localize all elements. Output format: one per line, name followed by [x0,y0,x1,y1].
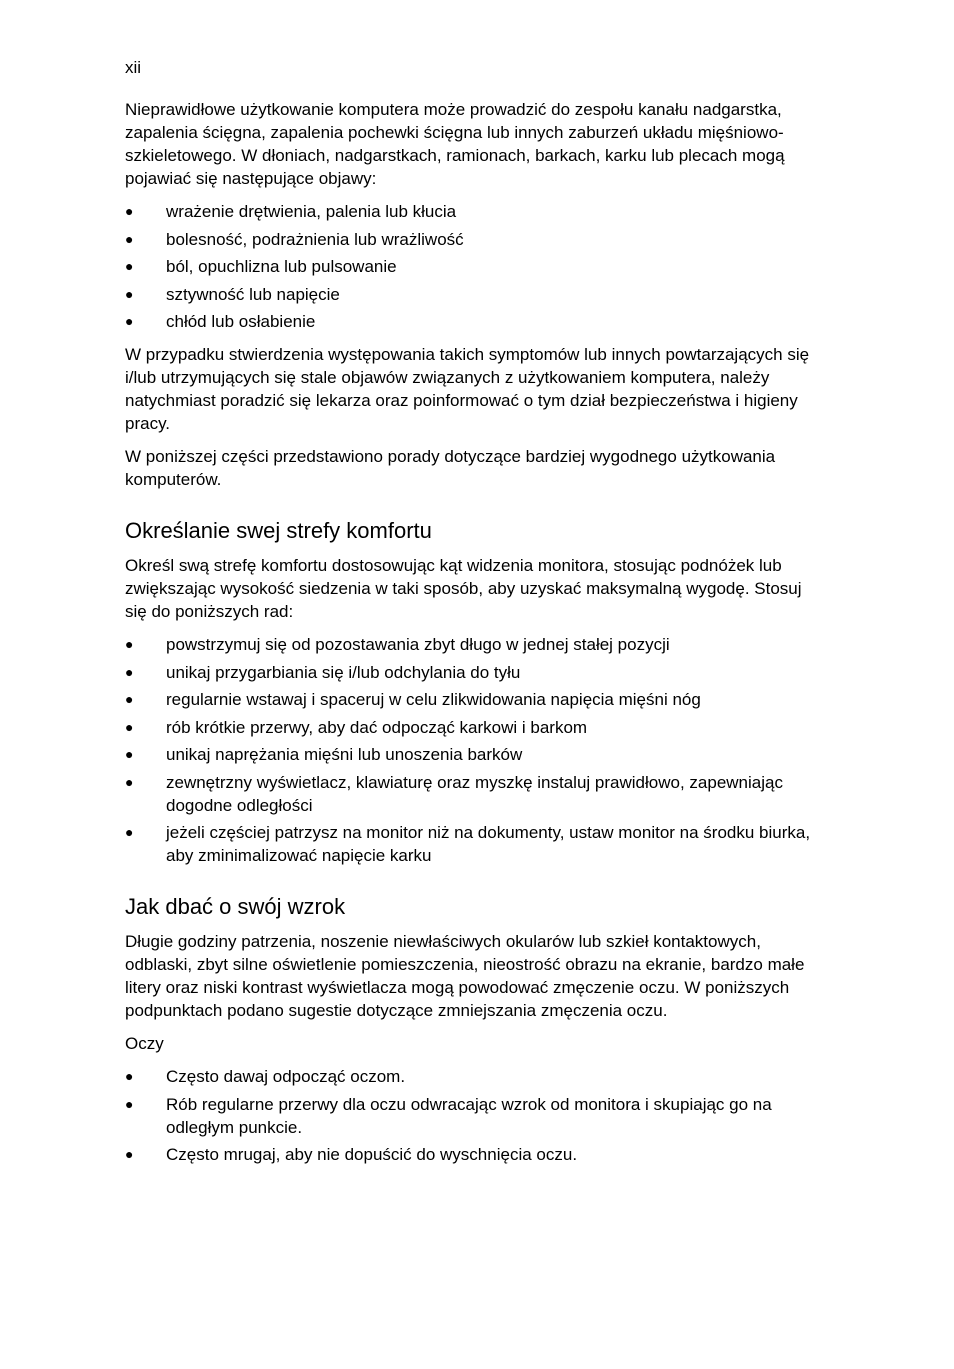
intro-paragraph-3: W poniższej części przedstawiono porady dotyczące bardziej wygodnego użytkowania komputerów. [125,447,776,489]
bullet-icon: ● [125,313,134,329]
list-item: ● unikaj naprężania mięśni lub unoszenia barków [125,745,523,764]
eyes-subheading: Oczy [125,1034,164,1053]
bullet-icon: ● [125,258,134,274]
bullet-icon: ● [125,1095,134,1112]
list-item: ● Często mrugaj, aby nie dopuścić do wyschnięcia oczu. [125,1145,578,1164]
comfort-zone-heading: Określanie swej strefy komfortu [125,518,432,543]
list-item: ● unikaj przygarbiania się i/lub odchylania do tyłu [125,662,521,682]
eye-tips-list [125,1065,815,1166]
page-number: xii [125,58,142,77]
bullet-icon: ● [125,230,134,247]
bullet-icon: ● [125,718,134,735]
list-item: ● bolesność, podrażnienia lub wrażliwość [125,229,464,249]
bullet-icon: ● [125,1068,134,1084]
bullet-icon: ● [125,1146,134,1162]
list-item: ● zewnętrzny wyświetlacz, klawiaturę oraz myszkę instaluj prawidłowo, zapewniając dogodne odległości [125,772,783,815]
bullet-icon: ● [125,285,134,302]
comfort-zone-paragraph: Określ swą strefę komfortu dostosowując kąt widzenia monitora, stosując podnóżek lub zwiększając wysokość siedzenia w taki sposób, aby uzyskać maksymalną wygodę. Stosuj się do poniższych rad: [125,556,802,621]
list-item: ● Często dawaj odpocząć oczom. [125,1067,406,1086]
list-item: ● wrażenie drętwienia, palenia lub kłucia [125,202,457,221]
document-page [125,56,815,1176]
list-item: ● powstrzymuj się od pozostawania zbyt długo w jednej stałej pozycji [125,635,670,654]
eyesight-paragraph: Długie godziny patrzenia, noszenie niewłaściwych okularów lub szkieł kontaktowych, odblaski, zbyt silne oświetlenie pomieszczenia, nieostrość obrazu na ekranie, bardzo małe litery oraz niski kontrast wyświetlacza mogą powodować zmęczenie oczu. W poniższych podpunktach podano sugestie dotyczące zmniejszania zmęczenia oczu. [125,932,805,1020]
bullet-icon: ● [125,746,134,762]
list-item: ● ból, opuchlizna lub pulsowanie [125,257,397,276]
comfort-zone-section [125,517,815,867]
intro-paragraph-2: W przypadku stwierdzenia występowania takich symptomów lub innych powtarzających się i/lub utrzymujących się stale objawów związanych z użytkowaniem komputera, należy natychmiast poradzić się lekarza oraz poinformować o tym dział bezpieczeństwa i higieny pracy. [125,345,810,433]
bullet-icon: ● [125,691,134,707]
bullet-icon: ● [125,663,134,680]
symptoms-list [125,200,815,333]
bullet-icon: ● [125,824,134,840]
bullet-icon: ● [125,203,134,219]
list-item: ● rób krótkie przerwy, aby dać odpocząć karkowi i barkom [125,717,588,737]
comfort-tips-list [125,633,815,867]
list-item: ● jeżeli częściej patrzysz na monitor niż na dokumenty, ustaw monitor na środku biurka, aby zminimalizować napięcie karku [125,823,811,865]
eyesight-section [125,893,815,1166]
list-item: ● Rób regularne przerwy dla oczu odwracając wzrok od monitora i skupiając go na odległym punkcie. [125,1094,772,1137]
eyesight-heading: Jak dbać o swój wzrok [125,894,346,919]
list-item: ● regularnie wstawaj i spaceruj w celu zlikwidowania napięcia mięśni nóg [125,690,701,709]
list-item: ● chłód lub osłabienie [125,312,316,331]
intro-paragraph-1: Nieprawidłowe użytkowanie komputera może prowadzić do zespołu kanału nadgarstka, zapalenia ścięgna, zapalenia pochewki ścięgna lub innych zaburzeń układu mięśniowo-szkieletowego. W dłoniach, nadgarstkach, ramionach, barkach, karku lub plecach mogą pojawiać się następujące objawy: [125,100,785,188]
list-item: ● sztywność lub napięcie [125,284,340,304]
bullet-icon: ● [125,773,134,790]
bullet-icon: ● [125,636,134,652]
